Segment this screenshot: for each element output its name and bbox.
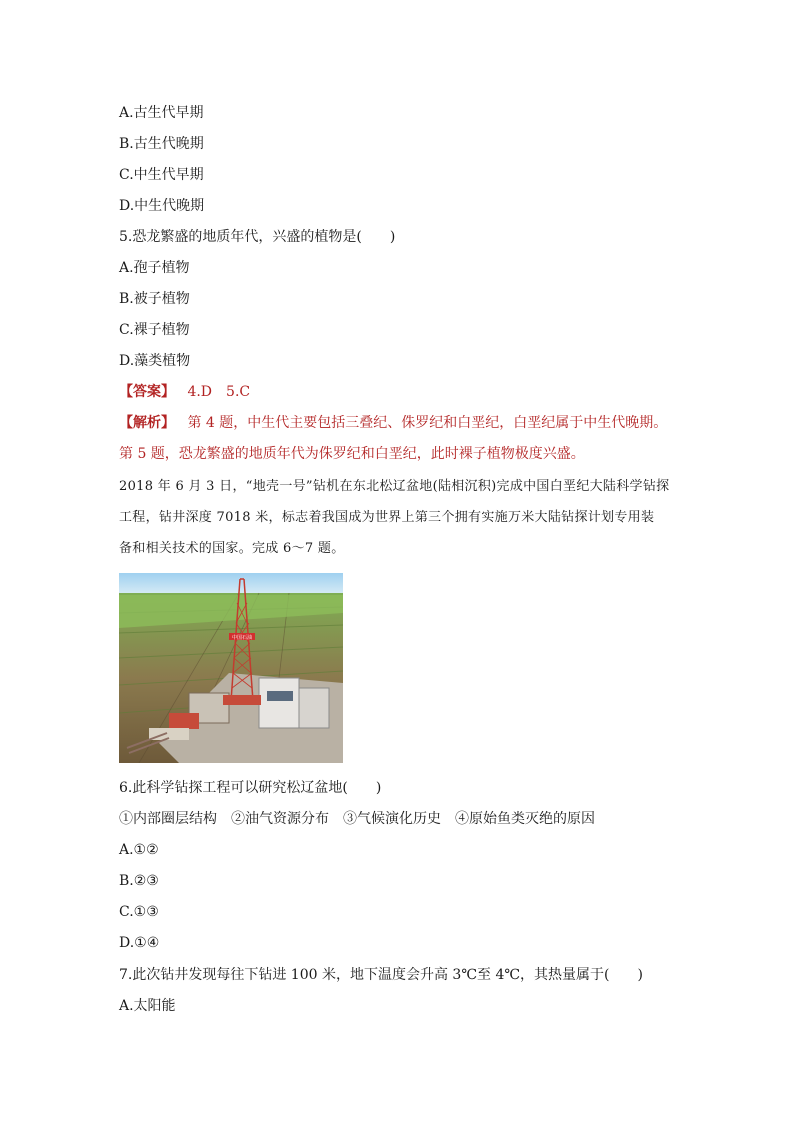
q6-option-d: D.①④: [119, 935, 160, 951]
q4-option-c: C.中生代早期: [119, 167, 204, 183]
q6-option-c: C.①③: [119, 904, 159, 920]
analysis-text-1: 第 4 题，中生代主要包括三叠纪、侏罗纪和白垩纪，白垩纪属于中生代晚期。: [187, 415, 668, 431]
q4-option-b: B.古生代晚期: [119, 136, 204, 152]
answer-line: [119, 382, 250, 402]
passage-line-2: 工程，钻井深度 7018 米，标志着我国成为世界上第三个拥有实施万米大陆钻探计划专用装: [119, 510, 655, 525]
passage-line-1: 2018 年 6 月 3 日，“地壳一号”钻机在东北松辽盆地(陆相沉积)完成中国白垩纪大陆科学钻探: [119, 479, 670, 494]
answer-tag: 【答案】: [119, 384, 175, 400]
q5-option-a: A.孢子植物: [119, 260, 190, 276]
q6-stem: 6.此科学钻探工程可以研究松辽盆地( ): [119, 780, 382, 796]
analysis-tag: 【解析】: [119, 415, 175, 431]
q6-choices: ①内部圈层结构 ②油气资源分布 ③气候演化历史 ④原始鱼类灭绝的原因: [119, 811, 595, 827]
q7-stem: 7.此次钻井发现每往下钻进 100 米，地下温度会升高 3℃至 4℃，其热量属于( ): [119, 967, 643, 983]
passage-line-3: 备和相关技术的国家。完成 6～7 题。: [119, 541, 345, 556]
rig-banner-text: 中国石油: [231, 635, 253, 641]
q5-option-b: B.被子植物: [119, 291, 190, 307]
q4-option-d: D.中生代晚期: [119, 198, 205, 214]
q5-stem: 5.恐龙繁盛的地质年代，兴盛的植物是( ): [119, 229, 396, 245]
q6-option-a: A.①②: [119, 842, 159, 858]
q5-option-c: C.裸子植物: [119, 322, 190, 338]
answer-text: 4.D 5.C: [187, 384, 251, 400]
analysis-text-2: 第 5 题，恐龙繁盛的地质年代为侏罗纪和白垩纪，此时裸子植物极度兴盛。: [119, 446, 585, 462]
q6-option-b: B.②③: [119, 873, 159, 889]
q4-option-a: A.古生代早期: [119, 105, 204, 121]
analysis-line-1: [119, 413, 667, 433]
q7-option-a: A.太阳能: [119, 998, 176, 1014]
q5-option-d: D.藻类植物: [119, 353, 191, 369]
drilling-rig-photo: [119, 573, 343, 763]
